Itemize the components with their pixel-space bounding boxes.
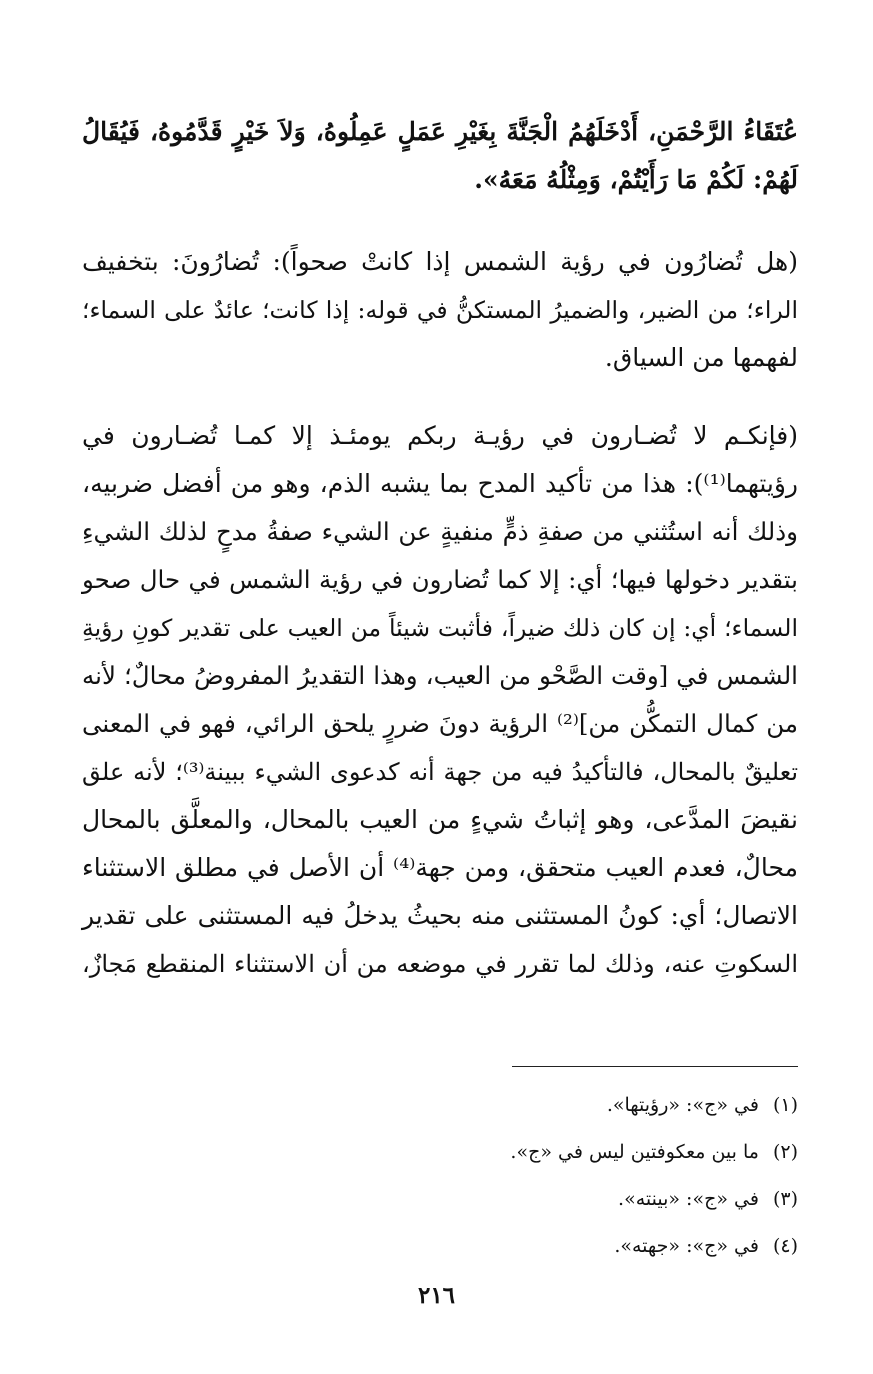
footnote-text: في «ج»: «بينته». xyxy=(618,1188,759,1210)
footnote-number: (٤) xyxy=(772,1235,798,1257)
paragraph-line: السكوتِ عنه، وذلك لما تقرر في موضعه من أن الاستثناء المنقطع مَجازٌ، xyxy=(82,950,798,978)
paragraph-line: بتقدير دخولها فيها؛ أي: إلا كما تُضارون في رؤية الشمس في حال صحو xyxy=(82,565,798,594)
quote-line: لَهُمْ: لَكُمْ مَا رَأَيْتُمْ، وَمِثْلُهُ مَعَهُ». xyxy=(474,165,798,194)
hadith-quote-continuation xyxy=(82,108,798,204)
paragraph-line: تعليقٌ بالمحال، فالتأكيدُ فيه من جهة أنه كدعوى الشيء ببينة⁽³⁾؛ لأنه علق xyxy=(82,758,798,786)
paragraph-line: الاتصال؛ أي: كونُ المستثنى منه بحيثُ يدخلُ فيه المستثنى على تقدير xyxy=(82,901,798,930)
footnote-item xyxy=(300,1176,798,1223)
footnotes xyxy=(300,1082,798,1270)
footnote-text: في «ج»: «رؤيتها». xyxy=(606,1094,759,1116)
commentary-paragraph xyxy=(82,238,798,382)
commentary-paragraph xyxy=(82,412,798,988)
footnote-item xyxy=(300,1223,798,1270)
paragraph-line: محالٌ، فعدم العيب متحقق، ومن جهة⁽⁴⁾ أن الأصل في مطلق الاستثناء xyxy=(82,853,798,882)
footnote-text: في «ج»: «جهته». xyxy=(614,1235,759,1257)
paragraph-line: (هل تُضارُون في رؤية الشمس إذا كانتْ صحواً): تُضارُونَ: بتخفيف xyxy=(82,247,798,276)
footnote-number: (٢) xyxy=(772,1141,798,1163)
paragraph-line: الشمس في [وقت الصَّحْو من العيب، وهذا التقديرُ المفروضُ محالٌ؛ لأنه xyxy=(82,661,798,690)
paragraph-line: لفهمها من السياق. xyxy=(604,343,798,372)
paragraph-line: وذلك أنه استُثني من صفةِ ذمٍّ منفيةٍ عن الشيء صفةُ مدحٍ لذلك الشيءِ xyxy=(82,517,798,546)
paragraph-line: من كمال التمكُّن من]⁽²⁾ الرؤية دونَ ضررٍ يلحق الرائي، فهو في المعنى xyxy=(82,709,798,738)
footnote-item xyxy=(300,1082,798,1129)
footnote-item xyxy=(300,1129,798,1176)
paragraph-line: رؤيتهما⁽¹⁾): هذا من تأكيد المدح بما يشبه الذم، وهو من أفضل ضربيه، xyxy=(82,469,798,498)
footnote-divider xyxy=(512,1066,798,1067)
quote-line: عُتَقَاءُ الرَّحْمَنِ، أَدْخَلَهُمُ الْجَنَّةَ بِغَيْرِ عَمَلٍ عَمِلُوهُ، وَلاَ خَيْرٍ قَدَّمُوهُ، فَيُقَالُ xyxy=(82,117,798,146)
paragraph-line: الراء؛ من الضير، والضميرُ المستكنُّ في قوله: إذا كانت؛ عائدٌ على السماء؛ xyxy=(82,296,798,324)
page-number: ٢١٦ xyxy=(417,1282,456,1309)
footnote-number: (٣) xyxy=(772,1188,798,1210)
footnote-number: (١) xyxy=(772,1094,798,1116)
footnote-text: ما بين معكوفتين ليس في «ج». xyxy=(510,1141,759,1163)
paragraph-line: نقيضَ المدَّعى، وهو إثباتُ شيءٍ من العيب بالمحال، والمعلَّق بالمحال xyxy=(82,805,798,834)
paragraph-line: (فإنكـم لا تُضـارون في رؤيـة ربكم يومئـذ إلا كمـا تُضـارون في xyxy=(82,421,798,450)
paragraph-line: السماء؛ أي: إن كان ذلك ضيراً، فأثبت شيئاً من العيب على تقدير كونِ رؤيةِ xyxy=(82,614,798,642)
